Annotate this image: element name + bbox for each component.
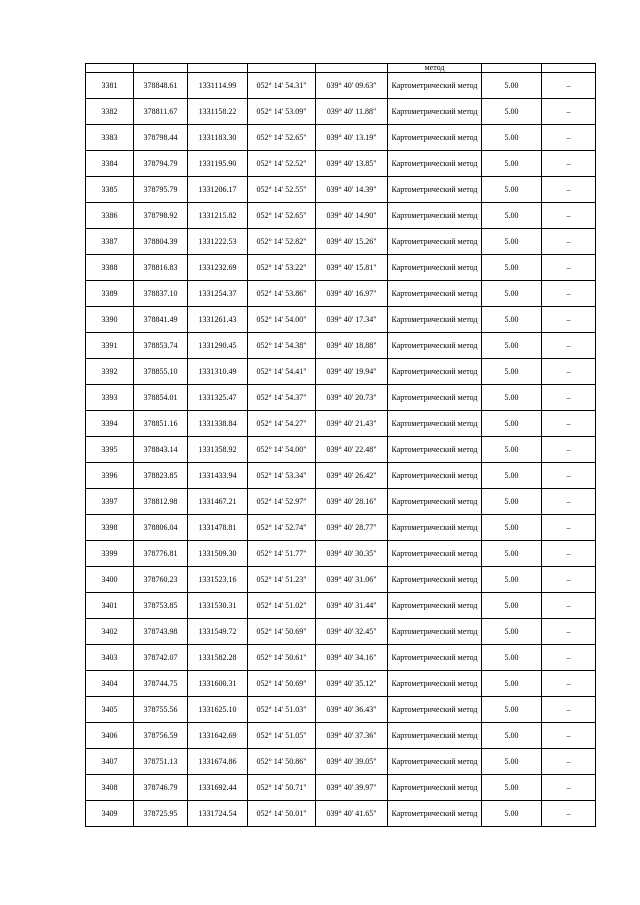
cell-point-number: 3408: [86, 775, 134, 801]
table-cell: [316, 64, 388, 73]
cell-longitude: 039° 40' 14.39": [316, 177, 388, 203]
cell-latitude: 052° 14' 53.34": [248, 463, 316, 489]
cell-accuracy: 5.00: [482, 619, 542, 645]
cell-coord-x: 378756.59: [134, 723, 188, 749]
cell-point-number: 3401: [86, 593, 134, 619]
cell-accuracy: 5.00: [482, 229, 542, 255]
table-row: [86, 333, 596, 359]
cell-longitude: 039° 40' 13.85": [316, 151, 388, 177]
cell-coord-x: 378743.98: [134, 619, 188, 645]
cell-method: Картометрический метод: [388, 515, 482, 541]
cell-note: –: [542, 697, 596, 723]
table-row: [86, 151, 596, 177]
cell-point-number: 3403: [86, 645, 134, 671]
cell-coord-y: 1331232.69: [188, 255, 248, 281]
cell-method: Картометрический метод: [388, 463, 482, 489]
cell-longitude: 039° 40' 15.26": [316, 229, 388, 255]
cell-coord-x: 378776.81: [134, 541, 188, 567]
cell-coord-y: 1331625.10: [188, 697, 248, 723]
cell-method: Картометрический метод: [388, 541, 482, 567]
cell-accuracy: 5.00: [482, 593, 542, 619]
cell-coord-y: 1331530.31: [188, 593, 248, 619]
cell-coord-y: 1331215.82: [188, 203, 248, 229]
cell-method: Картометрический метод: [388, 723, 482, 749]
cell-method: Картометрический метод: [388, 671, 482, 697]
table-row: [86, 125, 596, 151]
cell-method: Картометрический метод: [388, 307, 482, 333]
cell-note: –: [542, 463, 596, 489]
cell-method: Картометрический метод: [388, 333, 482, 359]
table-row: [86, 385, 596, 411]
cell-coord-y: 1331114.99: [188, 73, 248, 99]
cell-coord-x: 378851.16: [134, 411, 188, 437]
cell-method: Картометрический метод: [388, 177, 482, 203]
cell-longitude: 039° 40' 19.94": [316, 359, 388, 385]
table-cell: [248, 64, 316, 73]
cell-latitude: 052° 14' 51.23": [248, 567, 316, 593]
cell-point-number: 3391: [86, 333, 134, 359]
cell-point-number: 3384: [86, 151, 134, 177]
cell-latitude: 052° 14' 54.37": [248, 385, 316, 411]
cell-method: Картометрический метод: [388, 593, 482, 619]
cell-coord-x: 378812.98: [134, 489, 188, 515]
cell-longitude: 039° 40' 31.06": [316, 567, 388, 593]
cell-coord-x: 378806.04: [134, 515, 188, 541]
cell-latitude: 052° 14' 50.86": [248, 749, 316, 775]
cell-note: –: [542, 281, 596, 307]
cell-note: –: [542, 359, 596, 385]
cell-point-number: 3383: [86, 125, 134, 151]
cell-point-number: 3386: [86, 203, 134, 229]
cell-accuracy: 5.00: [482, 411, 542, 437]
cell-longitude: 039° 40' 11.88": [316, 99, 388, 125]
cell-method: Картометрический метод: [388, 697, 482, 723]
table-row: [86, 593, 596, 619]
cell-coord-x: 378794.79: [134, 151, 188, 177]
cell-latitude: 052° 14' 50.69": [248, 619, 316, 645]
cell-note: –: [542, 203, 596, 229]
cell-point-number: 3389: [86, 281, 134, 307]
cell-coord-y: 1331338.84: [188, 411, 248, 437]
cell-point-number: 3407: [86, 749, 134, 775]
cell-coord-y: 1331158.22: [188, 99, 248, 125]
cell-longitude: 039° 40' 26.42": [316, 463, 388, 489]
cell-method: Картометрический метод: [388, 749, 482, 775]
cell-coord-y: 1331433.94: [188, 463, 248, 489]
cell-latitude: 052° 14' 52.74": [248, 515, 316, 541]
table-row: [86, 281, 596, 307]
cell-accuracy: 5.00: [482, 151, 542, 177]
cell-accuracy: 5.00: [482, 801, 542, 827]
cell-point-number: 3392: [86, 359, 134, 385]
cell-coord-x: 378855.10: [134, 359, 188, 385]
cell-longitude: 039° 40' 09.63": [316, 73, 388, 99]
cell-method: Картометрический метод: [388, 801, 482, 827]
cell-note: –: [542, 307, 596, 333]
table-row: [86, 255, 596, 281]
cell-coord-x: 378725.95: [134, 801, 188, 827]
cell-latitude: 052° 14' 52.65": [248, 125, 316, 151]
cell-latitude: 052° 14' 51.77": [248, 541, 316, 567]
table-row: [86, 749, 596, 775]
cell-longitude: 039° 40' 20.73": [316, 385, 388, 411]
cell-latitude: 052° 14' 51.02": [248, 593, 316, 619]
cell-coord-x: 378823.85: [134, 463, 188, 489]
table-row: [86, 73, 596, 99]
cell-accuracy: 5.00: [482, 567, 542, 593]
cell-coord-x: 378854.01: [134, 385, 188, 411]
cell-coord-x: 378804.39: [134, 229, 188, 255]
cell-point-number: 3390: [86, 307, 134, 333]
cell-method: Картометрический метод: [388, 385, 482, 411]
cell-method: Картометрический метод: [388, 359, 482, 385]
table-row: [86, 723, 596, 749]
cell-coord-y: 1331674.86: [188, 749, 248, 775]
cell-coord-x: 378755.56: [134, 697, 188, 723]
cell-coord-y: 1331523.16: [188, 567, 248, 593]
cell-longitude: 039° 40' 16.97": [316, 281, 388, 307]
cell-longitude: 039° 40' 39.97": [316, 775, 388, 801]
cell-coord-x: 378841.49: [134, 307, 188, 333]
cell-longitude: 039° 40' 35.12": [316, 671, 388, 697]
cell-note: –: [542, 385, 596, 411]
cell-note: –: [542, 593, 596, 619]
cell-method: Картометрический метод: [388, 99, 482, 125]
cell-coord-y: 1331582.28: [188, 645, 248, 671]
cell-note: –: [542, 645, 596, 671]
cell-method: Картометрический метод: [388, 125, 482, 151]
cell-note: –: [542, 619, 596, 645]
cell-accuracy: 5.00: [482, 515, 542, 541]
cell-accuracy: 5.00: [482, 463, 542, 489]
cell-accuracy: 5.00: [482, 671, 542, 697]
cell-coord-y: 1331310.49: [188, 359, 248, 385]
cell-point-number: 3395: [86, 437, 134, 463]
cell-accuracy: 5.00: [482, 749, 542, 775]
table-row: [86, 697, 596, 723]
cell-point-number: 3404: [86, 671, 134, 697]
table-row: [86, 489, 596, 515]
cell-note: –: [542, 489, 596, 515]
cell-longitude: 039° 40' 41.65": [316, 801, 388, 827]
cell-coord-y: 1331478.81: [188, 515, 248, 541]
cell-note: –: [542, 567, 596, 593]
cell-accuracy: 5.00: [482, 775, 542, 801]
cell-method: Картометрический метод: [388, 567, 482, 593]
cell-note: –: [542, 73, 596, 99]
cell-point-number: 3399: [86, 541, 134, 567]
cell-method: Картометрический метод: [388, 73, 482, 99]
cell-longitude: 039° 40' 34.16": [316, 645, 388, 671]
cell-point-number: 3405: [86, 697, 134, 723]
continued-row: [86, 64, 596, 73]
cell-latitude: 052° 14' 51.03": [248, 697, 316, 723]
cell-coord-x: 378798.44: [134, 125, 188, 151]
cell-coord-x: 378853.74: [134, 333, 188, 359]
table-row: [86, 99, 596, 125]
cell-coord-x: 378760.23: [134, 567, 188, 593]
cell-point-number: 3398: [86, 515, 134, 541]
cell-accuracy: 5.00: [482, 723, 542, 749]
cell-longitude: 039° 40' 32.45": [316, 619, 388, 645]
cell-coord-y: 1331692.44: [188, 775, 248, 801]
cell-note: –: [542, 151, 596, 177]
table-row: [86, 177, 596, 203]
cell-longitude: 039° 40' 15.81": [316, 255, 388, 281]
cell-coord-x: 378798.92: [134, 203, 188, 229]
table-cell: [188, 64, 248, 73]
cell-coord-y: 1331290.45: [188, 333, 248, 359]
cell-latitude: 052° 14' 52.65": [248, 203, 316, 229]
table-row: [86, 801, 596, 827]
cell-longitude: 039° 40' 36.43": [316, 697, 388, 723]
cell-longitude: 039° 40' 13.19": [316, 125, 388, 151]
cell-coord-y: 1331325.47: [188, 385, 248, 411]
cell-point-number: 3397: [86, 489, 134, 515]
table-cell: [86, 64, 134, 73]
cell-latitude: 052° 14' 54.31": [248, 73, 316, 99]
cell-longitude: 039° 40' 31.44": [316, 593, 388, 619]
cell-coord-y: 1331222.53: [188, 229, 248, 255]
cell-point-number: 3388: [86, 255, 134, 281]
cell-note: –: [542, 125, 596, 151]
cell-latitude: 052° 14' 50.01": [248, 801, 316, 827]
cell-accuracy: 5.00: [482, 385, 542, 411]
cell-note: –: [542, 515, 596, 541]
cell-method: Картометрический метод: [388, 411, 482, 437]
table-row: [86, 541, 596, 567]
cell-accuracy: 5.00: [482, 177, 542, 203]
cell-note: –: [542, 333, 596, 359]
cell-latitude: 052° 14' 53.86": [248, 281, 316, 307]
cell-point-number: 3382: [86, 99, 134, 125]
cell-method: Картометрический метод: [388, 203, 482, 229]
table-cell: [542, 64, 596, 73]
table-row: [86, 307, 596, 333]
cell-coord-x: 378746.79: [134, 775, 188, 801]
cell-point-number: 3385: [86, 177, 134, 203]
cell-coord-x: 378837.10: [134, 281, 188, 307]
cell-longitude: 039° 40' 30.35": [316, 541, 388, 567]
cell-accuracy: 5.00: [482, 645, 542, 671]
cell-coord-x: 378795.79: [134, 177, 188, 203]
cell-method: Картометрический метод: [388, 255, 482, 281]
table-row: [86, 619, 596, 645]
cell-latitude: 052° 14' 50.69": [248, 671, 316, 697]
cell-note: –: [542, 99, 596, 125]
cell-accuracy: 5.00: [482, 359, 542, 385]
cell-point-number: 3393: [86, 385, 134, 411]
cell-coord-y: 1331183.30: [188, 125, 248, 151]
cell-point-number: 3387: [86, 229, 134, 255]
cell-point-number: 3406: [86, 723, 134, 749]
cell-coord-x: 378753.85: [134, 593, 188, 619]
cell-coord-y: 1331195.90: [188, 151, 248, 177]
table-row: [86, 437, 596, 463]
cell-latitude: 052° 14' 54.00": [248, 307, 316, 333]
cell-point-number: 3400: [86, 567, 134, 593]
cell-longitude: 039° 40' 28.77": [316, 515, 388, 541]
cell-method: Картометрический метод: [388, 775, 482, 801]
cell-note: –: [542, 775, 596, 801]
cell-longitude: 039° 40' 17.34": [316, 307, 388, 333]
table-body: [86, 64, 596, 827]
cell-note: –: [542, 749, 596, 775]
cell-coord-y: 1331467.21: [188, 489, 248, 515]
table-row: [86, 203, 596, 229]
cell-method: Картометрический метод: [388, 645, 482, 671]
cell-coord-y: 1331642.69: [188, 723, 248, 749]
cell-coord-x: 378811.67: [134, 99, 188, 125]
cell-accuracy: 5.00: [482, 437, 542, 463]
cell-accuracy: 5.00: [482, 255, 542, 281]
cell-method: Картометрический метод: [388, 437, 482, 463]
cell-point-number: 3396: [86, 463, 134, 489]
cell-coord-y: 1331358.92: [188, 437, 248, 463]
cell-method: Картометрический метод: [388, 281, 482, 307]
cell-latitude: 052° 14' 54.00": [248, 437, 316, 463]
cell-coord-y: 1331600.31: [188, 671, 248, 697]
cell-accuracy: 5.00: [482, 333, 542, 359]
table-row: [86, 359, 596, 385]
cell-latitude: 052° 14' 52.55": [248, 177, 316, 203]
cell-accuracy: 5.00: [482, 307, 542, 333]
cell-coord-y: 1331549.72: [188, 619, 248, 645]
cell-note: –: [542, 723, 596, 749]
cell-accuracy: 5.00: [482, 99, 542, 125]
cell-coord-x: 378751.13: [134, 749, 188, 775]
table-cell: [482, 64, 542, 73]
table-row: [86, 567, 596, 593]
cell-longitude: 039° 40' 21.43": [316, 411, 388, 437]
cell-latitude: 052° 14' 51.05": [248, 723, 316, 749]
cell-latitude: 052° 14' 52.82": [248, 229, 316, 255]
cell-longitude: 039° 40' 28.16": [316, 489, 388, 515]
cell-longitude: 039° 40' 37.36": [316, 723, 388, 749]
cell-accuracy: 5.00: [482, 125, 542, 151]
cell-note: –: [542, 801, 596, 827]
cell-longitude: 039° 40' 18.88": [316, 333, 388, 359]
coordinates-table: [85, 63, 596, 827]
table-row: [86, 463, 596, 489]
cell-note: –: [542, 411, 596, 437]
cell-coord-x: 378742.07: [134, 645, 188, 671]
cell-note: –: [542, 541, 596, 567]
cell-note: –: [542, 437, 596, 463]
cell-accuracy: 5.00: [482, 489, 542, 515]
table-row: [86, 515, 596, 541]
table-cell: [134, 64, 188, 73]
cell-longitude: 039° 40' 22.48": [316, 437, 388, 463]
cell-note: –: [542, 229, 596, 255]
cell-latitude: 052° 14' 52.97": [248, 489, 316, 515]
cell-coord-x: 378816.83: [134, 255, 188, 281]
cell-coord-y: 1331724.54: [188, 801, 248, 827]
cell-accuracy: 5.00: [482, 541, 542, 567]
cell-accuracy: 5.00: [482, 697, 542, 723]
cell-latitude: 052° 14' 50.61": [248, 645, 316, 671]
cell-note: –: [542, 255, 596, 281]
cell-point-number: 3409: [86, 801, 134, 827]
cell-latitude: 052° 14' 54.41": [248, 359, 316, 385]
cell-latitude: 052° 14' 52.52": [248, 151, 316, 177]
cell-method: Картометрический метод: [388, 619, 482, 645]
cell-coord-x: 378848.61: [134, 73, 188, 99]
cell-coord-y: 1331509.30: [188, 541, 248, 567]
table-row: [86, 229, 596, 255]
cell-accuracy: 5.00: [482, 73, 542, 99]
cell-note: –: [542, 177, 596, 203]
table-row: [86, 411, 596, 437]
table-cell-method: метод: [388, 64, 482, 73]
cell-accuracy: 5.00: [482, 281, 542, 307]
cell-latitude: 052° 14' 54.27": [248, 411, 316, 437]
cell-note: –: [542, 671, 596, 697]
table-row: [86, 645, 596, 671]
cell-accuracy: 5.00: [482, 203, 542, 229]
cell-longitude: 039° 40' 14.90": [316, 203, 388, 229]
cell-latitude: 052° 14' 53.09": [248, 99, 316, 125]
cell-coord-x: 378744.75: [134, 671, 188, 697]
cell-latitude: 052° 14' 54.38": [248, 333, 316, 359]
cell-point-number: 3402: [86, 619, 134, 645]
cell-method: Картометрический метод: [388, 151, 482, 177]
table-row: [86, 775, 596, 801]
cell-point-number: 3381: [86, 73, 134, 99]
cell-method: Картометрический метод: [388, 229, 482, 255]
cell-latitude: 052° 14' 50.71": [248, 775, 316, 801]
cell-coord-y: 1331254.37: [188, 281, 248, 307]
cell-coord-y: 1331261.43: [188, 307, 248, 333]
cell-point-number: 3394: [86, 411, 134, 437]
cell-method: Картометрический метод: [388, 489, 482, 515]
cell-coord-x: 378843.14: [134, 437, 188, 463]
cell-latitude: 052° 14' 53.22": [248, 255, 316, 281]
table-row: [86, 671, 596, 697]
cell-longitude: 039° 40' 39.05": [316, 749, 388, 775]
cell-coord-y: 1331206.17: [188, 177, 248, 203]
